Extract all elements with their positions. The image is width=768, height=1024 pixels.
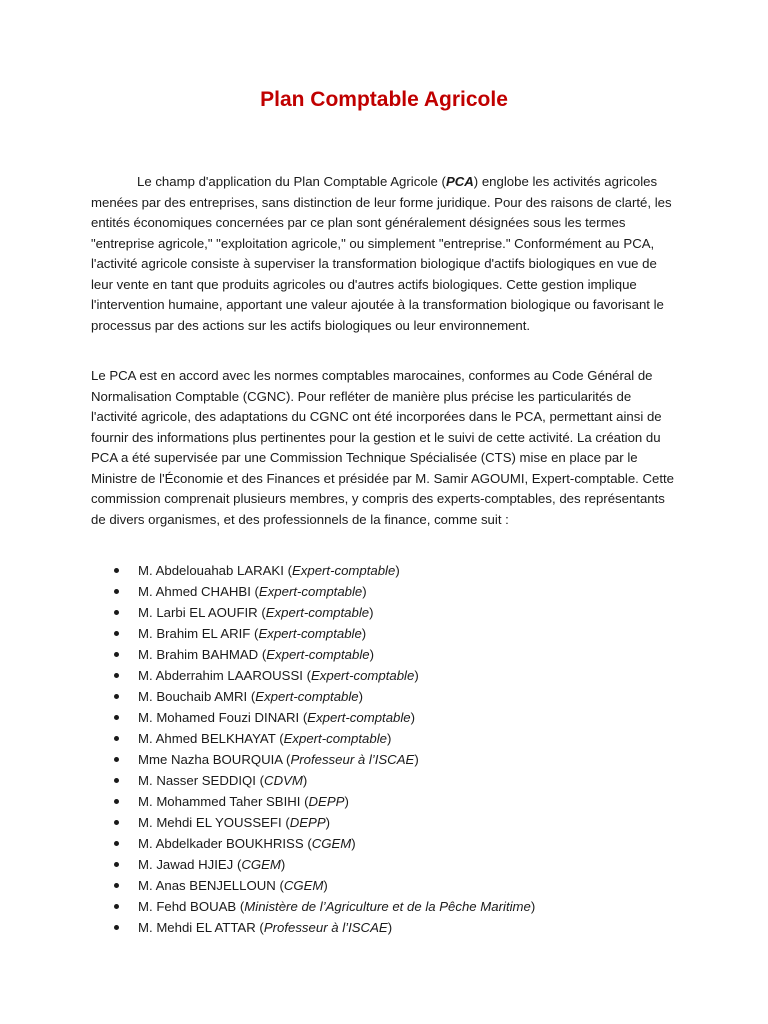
member-role: Professeur à l’ISCAE [290, 752, 415, 767]
members-list [0, 560, 768, 938]
list-item [0, 602, 768, 623]
member-name: M. Abderrahim LAAROUSSI [138, 668, 303, 683]
member-role: CDVM [264, 773, 303, 788]
bullet-icon [114, 799, 119, 804]
list-item [0, 812, 768, 833]
page-title: Plan Comptable Agricole [260, 88, 508, 111]
member-name: M. Mehdi EL ATTAR [138, 920, 256, 935]
bullet-icon [114, 820, 119, 825]
bullet-icon [114, 778, 119, 783]
bullet-icon [114, 568, 119, 573]
member-entry: M. Mehdi EL ATTAR (Professeur à l’ISCAE) [138, 920, 393, 935]
member-name: M. Abdelkader BOUKHRISS [138, 836, 304, 851]
member-role: CGEM [311, 836, 352, 851]
bullet-icon [114, 925, 119, 930]
member-name: M. Mehdi EL YOUSSEFI [138, 815, 282, 830]
list-item [0, 665, 768, 686]
member-entry: M. Jawad HJIEJ (CGEM) [138, 857, 286, 872]
member-name: M. Mohamed Fouzi DINARI [138, 710, 300, 725]
list-item [0, 749, 768, 770]
member-entry: M. Anas BENJELLOUN (CGEM) [138, 878, 328, 893]
member-role: Expert-comptable [310, 668, 415, 683]
bullet-icon [114, 904, 119, 909]
member-role: Expert-comptable [283, 731, 387, 746]
member-entry: M. Ahmed BELKHAYAT (Expert-comptable) [138, 731, 392, 746]
member-name: M. Larbi EL AOUFIR [138, 605, 258, 620]
member-name: M. Ahmed CHAHBI [138, 584, 251, 599]
member-entry: M. Mohammed Taher SBIHI (DEPP) [138, 794, 349, 809]
member-name: M. Jawad HJIEJ [138, 857, 234, 872]
list-item [0, 623, 768, 644]
member-entry: M. Ahmed CHAHBI (Expert-comptable) [138, 584, 367, 599]
member-name: M. Brahim EL ARIF [138, 626, 251, 641]
member-entry: M. Mohamed Fouzi DINARI (Expert-comptable) [138, 710, 416, 725]
member-entry: M. Abdelouahab LARAKI (Expert-comptable) [138, 563, 400, 578]
bullet-icon [114, 610, 119, 615]
bullet-icon [114, 862, 119, 867]
bullet-icon [114, 694, 119, 699]
member-role: Expert-comptable [258, 584, 363, 599]
list-item [0, 833, 768, 854]
member-role: Expert-comptable [258, 626, 362, 641]
member-role: Expert-comptable [291, 563, 396, 578]
bullet-icon [114, 631, 119, 636]
bullet-icon [114, 673, 119, 678]
member-entry: M. Abderrahim LAAROUSSI (Expert-comptable) [138, 668, 419, 683]
member-role: Expert-comptable [266, 647, 370, 662]
member-name: M. Mohammed Taher SBIHI [138, 794, 301, 809]
member-name: M. Brahim BAHMAD [138, 647, 259, 662]
bullet-icon [114, 841, 119, 846]
member-entry: M. Abdelkader BOUKHRISS (CGEM) [138, 836, 356, 851]
member-name: M. Ahmed BELKHAYAT [138, 731, 276, 746]
list-item [0, 875, 768, 896]
member-entry: M. Brahim BAHMAD (Expert-comptable) [138, 647, 374, 662]
member-entry: M. Brahim EL ARIF (Expert-comptable) [138, 626, 367, 641]
member-role: Ministère de l’Agriculture et de la Pêche Maritime [244, 899, 531, 914]
member-entry: M. Mehdi EL YOUSSEFI (DEPP) [138, 815, 331, 830]
member-role: Professeur à l’ISCAE [263, 920, 388, 935]
member-name: M. Anas BENJELLOUN [138, 878, 276, 893]
member-role: DEPP [308, 794, 345, 809]
intro-text-end: ) englobe les activités agricoles menées par des entreprises, sans distinction de leur forme juridique. Pour des raisons de clarté, les entités économiques concernées par ce plan sont généralement désignées sous les termes "entreprise agricole," "exploitation agricole," ou simplement "entreprise." Conformément au PCA, l'activité agricole consiste à superviser la transformation biologique d'actifs biologiques en vue de leur vente en tant que produits agricoles ou d'autres actifs biologiques. Cette gestion implique l'intervention humaine, apportant une valeur ajoutée à la transformation biologique ou favorisant le processus par des actions sur les actifs biologiques ou leur environnement. [91, 174, 672, 333]
commission-paragraph: Le PCA est en accord avec les normes comptables marocaines, conformes au Code Général de Normalisation Comptable (CGNC). Pour refléter de manière plus précise les particularités de l'activité agricole, des adaptations du CGNC ont été incorporées dans le PCA, permettant ainsi de fournir des informations plus pertinentes pour la gestion et le suivi de cette activité. La création du PCA a été supervisée par une Commission Technique Spécialisée (CTS) mise en place par le Ministre de l'Économie et des Finances et présidée par M. Samir AGOUMI, Expert-comptable. Cette commission comprenait plusieurs membres, y compris des experts-comptables, des représentants de divers organismes, et des professionnels de la finance, comme suit : [91, 368, 675, 527]
member-name: M. Nasser SEDDIQI [138, 773, 256, 788]
member-role: Expert-comptable [307, 710, 411, 725]
member-role: Expert-comptable [265, 605, 370, 620]
bullet-icon [114, 736, 119, 741]
list-item [0, 728, 768, 749]
member-name: Mme Nazha BOURQUIA [138, 752, 283, 767]
member-entry: M. Fehd BOUAB (Ministère de l’Agriculture et de la Pêche Maritime) [138, 899, 536, 914]
bullet-icon [114, 589, 119, 594]
member-name: M. Fehd BOUAB [138, 899, 237, 914]
list-item [0, 917, 768, 938]
list-item [0, 686, 768, 707]
bullet-icon [114, 757, 119, 762]
list-item [0, 854, 768, 875]
member-role: DEPP [289, 815, 326, 830]
list-item [0, 707, 768, 728]
member-name: M. Abdelouahab LARAKI [138, 563, 284, 578]
member-name: M. Bouchaib AMRI [138, 689, 248, 704]
member-entry: M. Larbi EL AOUFIR (Expert-comptable) [138, 605, 374, 620]
member-role: Expert-comptable [255, 689, 359, 704]
pca-acronym: PCA [445, 174, 474, 189]
list-item [0, 791, 768, 812]
member-entry: M. Bouchaib AMRI (Expert-comptable) [138, 689, 364, 704]
member-role: CGEM [283, 878, 324, 893]
intro-text-start: Le champ d'application du Plan Comptable Agricole ( [137, 174, 446, 189]
member-entry: M. Nasser SEDDIQI (CDVM) [138, 773, 308, 788]
member-role: CGEM [241, 857, 281, 872]
intro-paragraph [91, 172, 676, 336]
list-item [0, 896, 768, 917]
list-item [0, 644, 768, 665]
bullet-icon [114, 715, 119, 720]
member-entry: Mme Nazha BOURQUIA (Professeur à l’ISCAE) [138, 752, 419, 767]
list-item [0, 581, 768, 602]
list-item [0, 560, 768, 581]
bullet-icon [114, 652, 119, 657]
list-item [0, 770, 768, 791]
bullet-icon [114, 883, 119, 888]
